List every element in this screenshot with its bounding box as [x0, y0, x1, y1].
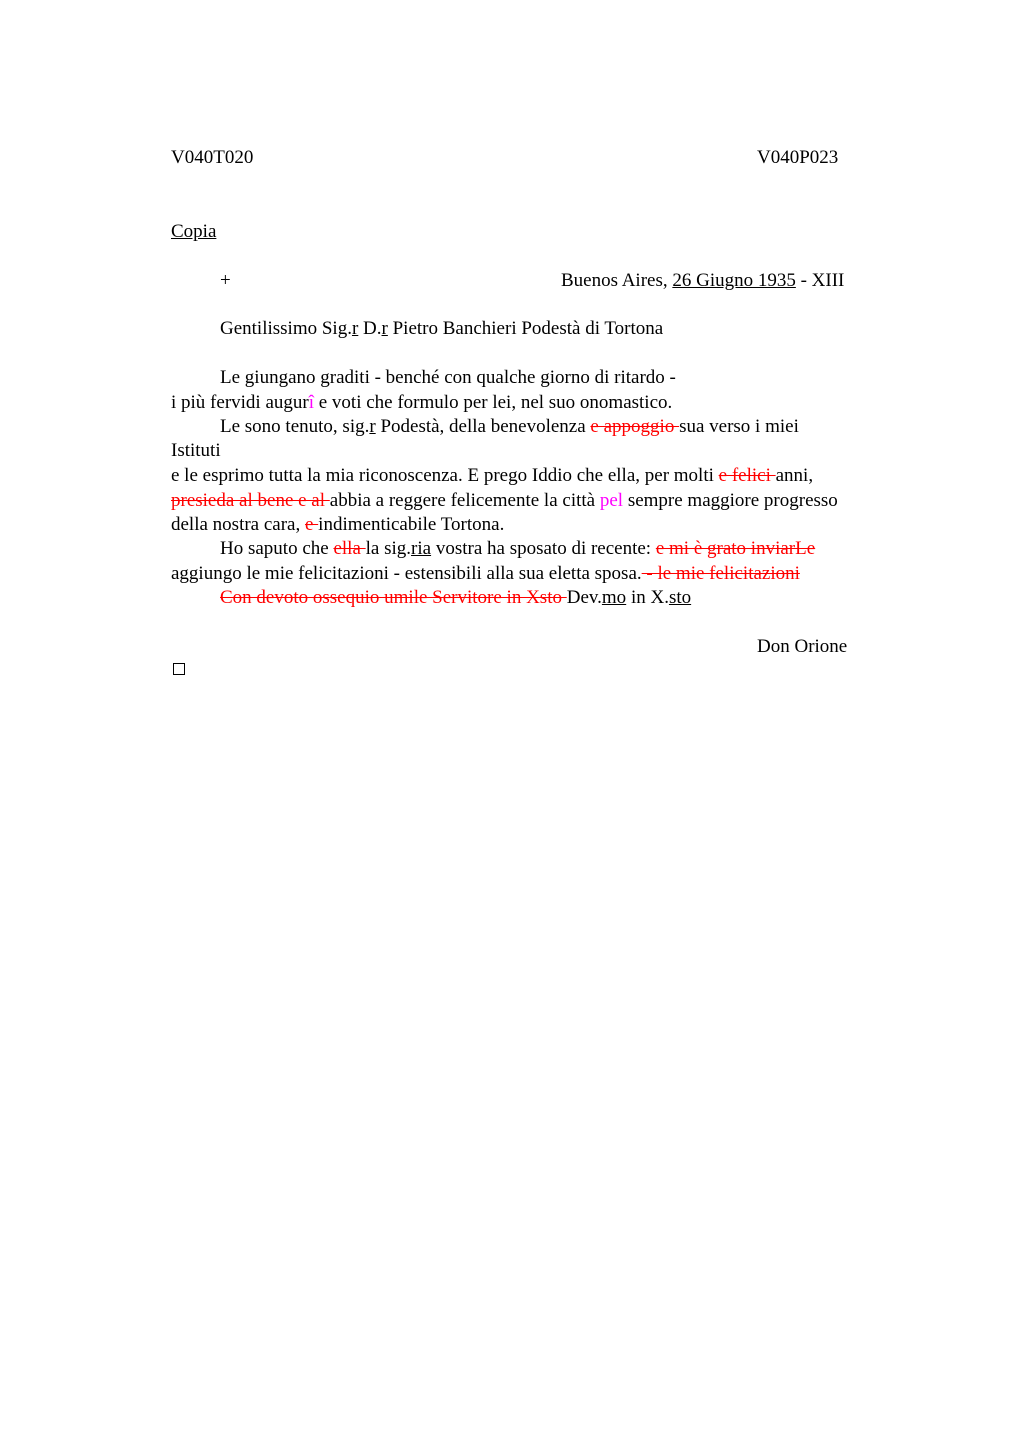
- deleted-text: e appoggio: [590, 416, 680, 437]
- abbrev: sto: [668, 587, 692, 608]
- body-line-10: [220, 586, 691, 610]
- text-run: Le sono tenuto, sig.: [220, 416, 370, 437]
- text-run: la sig.: [365, 538, 412, 559]
- salutation-abbrev: r: [381, 318, 388, 339]
- deleted-text: - le mie felicitazioni: [641, 563, 800, 584]
- text-run: Ho saputo che: [220, 538, 334, 559]
- salutation-part: Gentilissimo Sig.: [220, 318, 352, 339]
- body-line-1: Le giungano graditi - benché con qualche giorno di ritardo -: [220, 367, 676, 388]
- text-run: abbia a reggere felicemente la città: [329, 490, 600, 511]
- dateline: [561, 269, 844, 293]
- text-run: aggiungo le mie felicitazioni - estensibili alla sua eletta sposa.: [171, 563, 642, 584]
- deleted-text: e: [304, 514, 319, 535]
- text-run: vostra ha sposato di recente:: [431, 538, 656, 559]
- header-left-code: V040T020: [171, 147, 254, 168]
- body-line-4: Istituti: [171, 440, 221, 461]
- salutation: [220, 317, 663, 341]
- body-line-6: [171, 489, 838, 513]
- salutation-abbrev: r: [351, 318, 359, 339]
- text-run: Podestà, della benevolenza: [375, 416, 591, 437]
- text-run: e voti che formulo per lei, nel suo onomastico.: [314, 392, 673, 413]
- abbrev: mo: [601, 587, 627, 608]
- inserted-text: pel: [599, 490, 624, 511]
- header-right-code: V040P023: [757, 147, 839, 168]
- text-run: e le esprimo tutta la mia riconoscenza. E prego Iddio che ella, per molti: [171, 465, 719, 486]
- text-run: anni,: [775, 465, 814, 486]
- deleted-text: Con devoto ossequio umile Servitore in Xsto: [220, 587, 567, 608]
- salutation-part: Pietro Banchieri Podestà di Tortona: [387, 318, 664, 339]
- body-line-8: [220, 537, 815, 561]
- body-line-3: [220, 415, 799, 439]
- abbrev: ria: [411, 538, 432, 559]
- deleted-text: e felici: [718, 465, 776, 486]
- abbrev: r: [369, 416, 376, 437]
- signature: Don Orione: [757, 636, 848, 657]
- body-line-5: [171, 464, 813, 488]
- checkbox-square-icon: [173, 663, 185, 675]
- inserted-text: î: [308, 392, 314, 413]
- body-line-9: [171, 562, 800, 586]
- cross-mark: +: [220, 270, 231, 291]
- body-line-2: [171, 391, 672, 415]
- copia-label: Copia: [171, 221, 217, 242]
- text-run: sempre maggiore progresso: [623, 490, 838, 511]
- text-run: della nostra cara,: [171, 514, 305, 535]
- text-run: sua verso i miei: [679, 416, 799, 437]
- salutation-part: D.: [358, 318, 382, 339]
- text-run: i più fervidi augur: [171, 392, 309, 413]
- body-line-7: [171, 513, 504, 537]
- dateline-era: - XIII: [800, 270, 845, 291]
- dateline-date: 26 Giugno 1935: [672, 270, 796, 291]
- deleted-text: e mi è grato inviarLe: [655, 538, 816, 559]
- dateline-place: Buenos Aires,: [561, 270, 668, 291]
- text-run: indimenticabile Tortona.: [318, 514, 505, 535]
- text-run: Dev.: [566, 587, 602, 608]
- text-run: in X.: [626, 587, 669, 608]
- deleted-text: presieda al bene e al: [171, 490, 330, 511]
- deleted-text: ella: [333, 538, 366, 559]
